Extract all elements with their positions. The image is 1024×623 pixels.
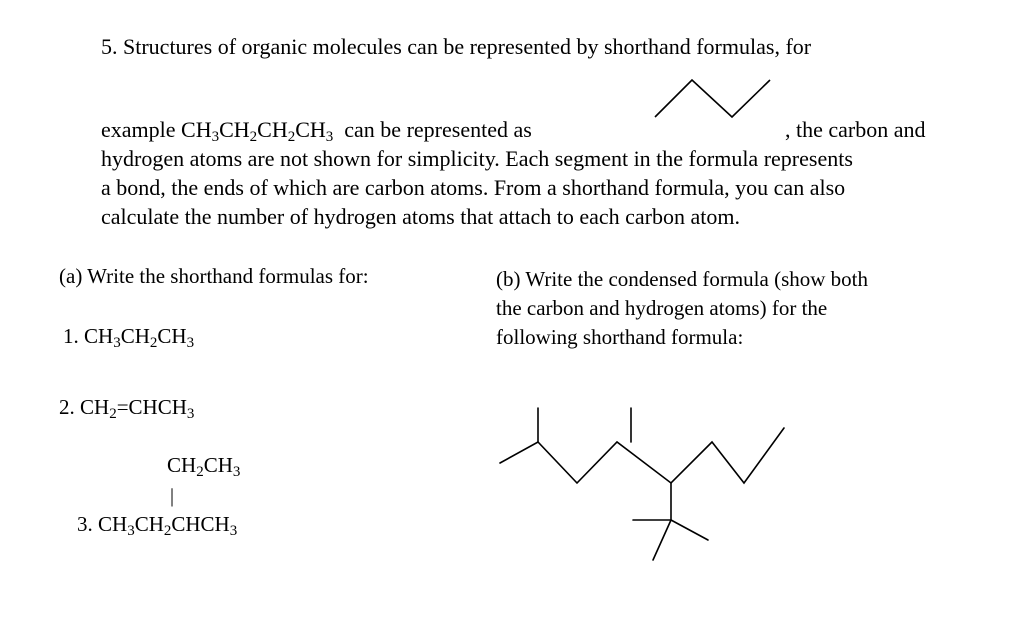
question-line-3: hydrogen atoms are not shown for simplicity. Each segment in the formula represents (101, 146, 853, 171)
part-b-skeletal-structure (500, 408, 784, 560)
question-line-2-left: example $CH_3CH_2CH_2CH_3$ can be represented as (101, 117, 532, 145)
part-a-item-1: 1. $CH_3CH_2CH_3$ (63, 324, 195, 351)
question-line-5: calculate the number of hydrogen atoms that attach to each carbon atom. (101, 204, 740, 229)
question-line-1: 5. Structures of organic molecules can be represented by shorthand formulas, for (101, 34, 812, 59)
part-b-line-1: (b) Write the condensed formula (show both (496, 267, 869, 291)
question-line-2-right: , the carbon and (785, 117, 926, 142)
question-line-4: a bond, the ends of which are carbon atoms. From a shorthand formula, you can also (101, 175, 846, 200)
part-a-item-3-bar: | (170, 485, 175, 507)
part-a-item-3: 3. $CH_3CH_2CHCH_3$ (77, 512, 238, 539)
part-a-item-3-branch: $CH_2CH_3$ (167, 453, 241, 480)
part-b-line-3: following shorthand formula: (496, 325, 744, 349)
butane-zigzag-structure (655, 80, 770, 117)
part-b-line-2: the carbon and hydrogen atoms) for the (496, 296, 828, 320)
part-a-heading: (a) Write the shorthand formulas for: (59, 264, 369, 288)
part-a-item-2: 2. $CH_2=CHCH_3$ (59, 395, 195, 422)
